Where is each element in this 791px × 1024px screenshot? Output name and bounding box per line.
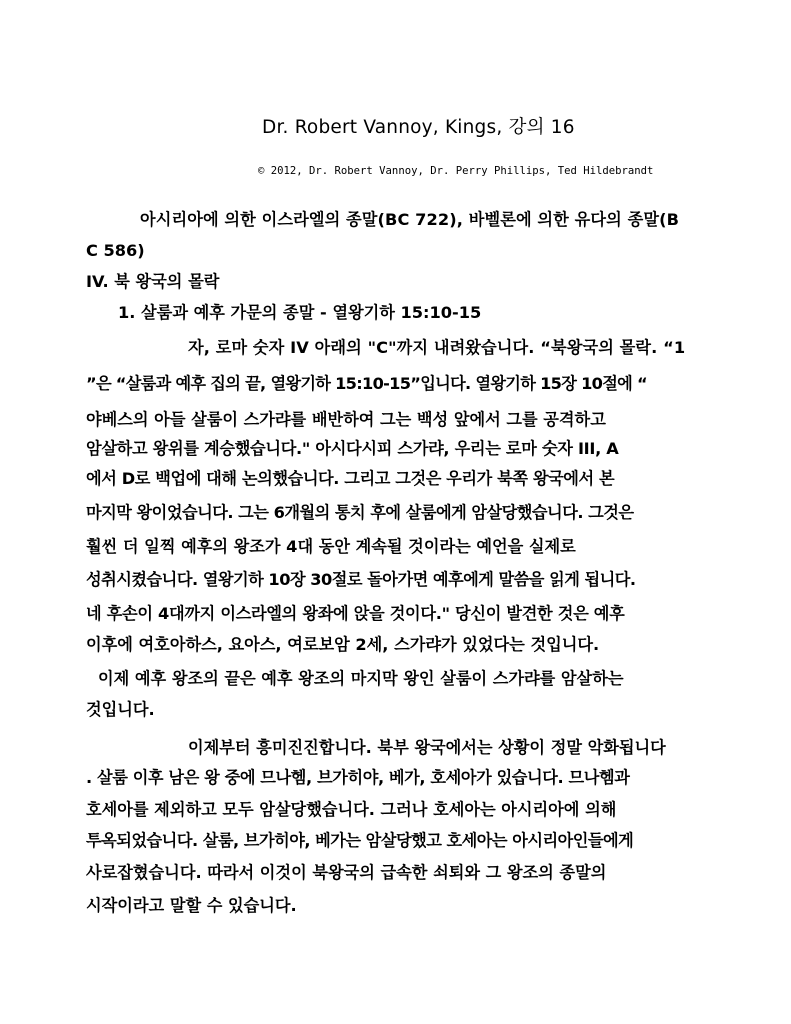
text-line: 네 후손이 4대까지 이스라엘의 왕좌에 앉을 것이다." 당신이 발견한 것은 예후 (86, 604, 625, 623)
subsection-heading: 1. 살룸과 예후 가문의 종말 - 열왕기하 15:10-15 (118, 303, 482, 322)
text-line: 훨씬 더 일찍 예후의 왕조가 4대 동안 계속될 것이라는 예언을 실제로 (86, 537, 576, 556)
text-line: C 586) (86, 241, 145, 260)
text-line: 이제부터 흥미진진합니다. 북부 왕국에서는 상황이 정말 악화됩니다 (188, 738, 666, 757)
text-line: 암살하고 왕위를 계승했습니다." 아시다시피 스가랴, 우리는 로마 숫자 III, A (86, 439, 619, 458)
copyright-notice: © 2012, Dr. Robert Vannoy, Dr. Perry Phillips, Ted Hildebrandt (258, 165, 654, 177)
text-line: 이제 예후 왕조의 끝은 예후 왕조의 마지막 왕인 살룸이 스가랴를 암살하는 (98, 669, 624, 688)
text-line: 호세아를 제외하고 모두 암살당했습니다. 그러나 호세아는 아시리아에 의해 (86, 800, 617, 819)
document-title: Dr. Robert Vannoy, Kings, 강의 16 (262, 117, 575, 138)
text-line: 에서 D로 백업에 대해 논의했습니다. 그리고 그것은 우리가 북쪽 왕국에서 본 (86, 469, 615, 488)
text-line: 성취시켰습니다. 열왕기하 10장 30절로 돌아가면 예후에게 말씀을 읽게 됩니다. (86, 570, 636, 589)
text-line: 사로잡혔습니다. 따라서 이것이 북왕국의 급속한 쇠퇴와 그 왕조의 종말의 (86, 863, 607, 882)
text-line: 마지막 왕이었습니다. 그는 6개월의 통치 후에 살룸에게 암살당했습니다. 그것은 (86, 503, 634, 522)
text-line: ”은 “살룸과 예후 집의 끝, 열왕기하 15:10-15”입니다. 열왕기하 15장 10절에 “ (86, 374, 647, 393)
text-line: 것입니다. (86, 700, 155, 719)
text-line: 이후에 여호아하스, 요아스, 여로보암 2세, 스가랴가 있었다는 것입니다. (86, 635, 600, 654)
section-heading: IV. 북 왕국의 몰락 (86, 272, 220, 291)
text-line: 시작이라고 말할 수 있습니다. (86, 896, 297, 915)
text-line: 아시리아에 의한 이스라엘의 종말(BC 722), 바벨론에 의한 유다의 종말(B (140, 210, 680, 229)
text-line: . 살룸 이후 남은 왕 중에 므나헴, 브가히야, 베가, 호세아가 있습니다. 므나헴과 (86, 768, 630, 787)
text-line: 투옥되었습니다. 살룸, 브가히야, 베가는 암살당했고 호세아는 아시리아인들에게 (86, 831, 634, 850)
text-line: 야베스의 아들 살룸이 스가랴를 배반하여 그는 백성 앞에서 그를 공격하고 (86, 410, 606, 429)
text-line: 자, 로마 숫자 IV 아래의 "C"까지 내려왔습니다. “북왕국의 몰락. “1 (188, 338, 686, 357)
